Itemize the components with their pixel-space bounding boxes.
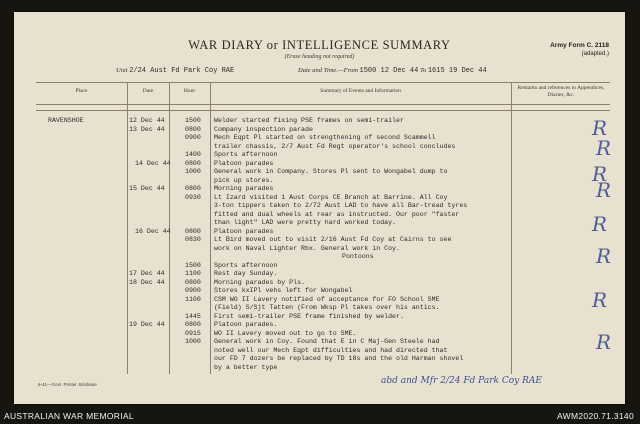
entry-hour: 0900 [185,134,201,141]
entry-date: 13 Dec 44 [129,125,165,133]
entry-text: Platoon parades [214,159,274,167]
army-form-number: Army Form C. 2118 [550,42,609,49]
entry-text: (Field) S/Sjt Tatten (From Wksp Pl takes over his antics. [214,304,440,311]
entry-text: Sports afternoon [214,261,278,269]
entry-text: Sports afternoon [214,151,278,158]
entry-text: trailer chassis, 2/7 Aust Fd Regt operator's school concludes [214,142,456,150]
entry-text: General work in Coy. Found that E in C Maj-Gen Steele had [214,338,440,345]
entry-text: Company inspection parade [214,125,313,133]
footer-accession-number: AWM2020.71.3140 [557,411,634,421]
entry-text: by a better type [214,363,278,371]
entry-text: noted well our Mech Eqpt difficulties and had directed that [214,346,448,354]
table-top-rule [36,82,610,83]
footer-institution: AUSTRALIAN WAR MEMORIAL [4,411,134,421]
page-subtitle: (Erase heading not required) [284,54,355,60]
entry-text: Lt Izard visited 1 Aust Corps CE Branch at Barrine. All Coy [214,193,448,201]
unit-label: Unit [116,67,128,74]
war-diary-sheet [14,12,625,404]
to-label: To [419,67,427,74]
entry-text: WO II Lavery moved out to go to SME. [214,329,357,337]
entry-date: 12 Dec 44 [129,117,165,124]
entry-hour: 0830 [185,236,201,243]
entry-text: First semi-trailer PSE frame finished by welder. [214,312,404,320]
entry-date: 18 Dec 44 [129,278,165,286]
printer-imprint: 6-41—Govt. Printer, Brisbane [38,382,97,387]
date-from: 1500 12 Dec 44 [359,67,419,75]
entry-text: Platoon parades. [214,321,278,328]
unit-field [116,67,234,75]
entry-text: than light" LAD were pretty hard worked today. [214,219,397,226]
entry-text: Morning parades [214,185,274,192]
entry-hour: 1500 [185,261,201,269]
header-bottom-rule [36,104,610,105]
entry-text: 3-ton tippers taken to 2/72 Aust LAD to have all Bar-tread tyres [214,202,468,209]
entry-hour: 1100 [185,295,201,303]
header-double-rule [36,110,610,111]
entry-text: Platoon parades [214,227,274,235]
remark-check-mark: R [592,116,608,140]
entry-date: 19 Dec 44 [129,321,165,328]
entry-place: RAVENSHOE [48,117,84,124]
entry-hour: 1100 [185,270,201,277]
remark-check-mark: R [592,162,608,186]
entry-text: Stores kxIPl vehs left for Wongabel [214,287,353,294]
entry-hour: 1000 [185,338,201,345]
entry-date: 15 Dec 44 [129,185,165,192]
remark-check-mark: R [592,288,608,312]
column-header-summary: Summary of Events and Information [320,88,401,94]
entry-text: Lt Bird moved out to visit 2/16 Aust Fd Coy at Cairns to see [214,236,452,243]
entry-text: work on Naval Lighter Rbx. General work in Coy. [214,244,400,252]
entry-text: Welder started fixing PSE frames on semi-trailer [214,117,404,124]
entry-hour: 0800 [185,125,201,133]
page-title: WAR DIARY or INTELLIGENCE SUMMARY [188,38,451,52]
entry-hour: 0800 [185,185,201,192]
entry-hour: 0800 [185,227,201,235]
entry-text: Mech Eqpt Pl started on strengthening of second Scammell [214,134,436,141]
entry-hour: 0915 [185,329,201,337]
army-form-adapted: (adapted.) [581,51,609,57]
column-divider [210,82,211,374]
remark-check-mark: R [596,330,612,354]
entry-hour: 0800 [185,159,201,167]
remark-check-mark: R [596,178,612,202]
column-header-date: Date [142,88,154,94]
entry-text: pick up stores. [214,176,274,184]
entry-date: 16 Dec 44 [135,227,171,235]
remark-check-mark: R [596,244,612,268]
entry-hour: 0800 [185,321,201,328]
army-form-label [550,42,609,58]
entry-hour: 1000 [185,168,201,175]
entry-text: General work in Company. Stores Pl sent to Wongabel dump to [214,168,448,175]
entry-hour: 0900 [185,287,201,294]
column-divider [511,82,512,374]
entry-hour: 1500 [185,117,201,124]
date-to: 1615 19 Dec 44 [427,67,487,75]
date-range [298,67,487,75]
entry-hour: 1445 [185,312,201,320]
entry-hour: 1400 [185,151,201,158]
handwritten-signature: abd and Mfr 2/24 Fd Park Coy RAE [381,376,542,386]
entry-date: 14 Dec 44 [135,159,171,167]
entry-hour: 0800 [185,278,201,286]
entry-text: Rest day Sunday. [214,270,278,277]
column-header-remarks: Remarks and references to Appendices, Diaries, &c. [517,85,605,98]
entry-text: CSM WO II Lavery notified of acceptance for FO School SME [214,295,440,303]
entry-text: fitted and dual wheels at rear as instructed. Our poor "faster [214,210,460,218]
entry-text: our FD 7 dozers be replaced by TD 18s and the old Harman shovel [214,355,464,362]
column-header-hour: Hour [183,88,196,94]
entry-text: Morning parades by Pls. [214,278,306,286]
date-label: Date and Time.—From [298,67,358,74]
remark-check-mark: R [596,136,612,160]
column-header-place: Place [75,88,88,94]
unit-value: 2/24 Aust Fd Park Coy RAE [129,67,235,75]
entry-date: 17 Dec 44 [129,270,165,277]
entry-text: Pontoons [342,253,374,260]
entry-hour: 0930 [185,193,201,201]
remark-check-mark: R [592,212,608,236]
column-divider [127,82,128,374]
